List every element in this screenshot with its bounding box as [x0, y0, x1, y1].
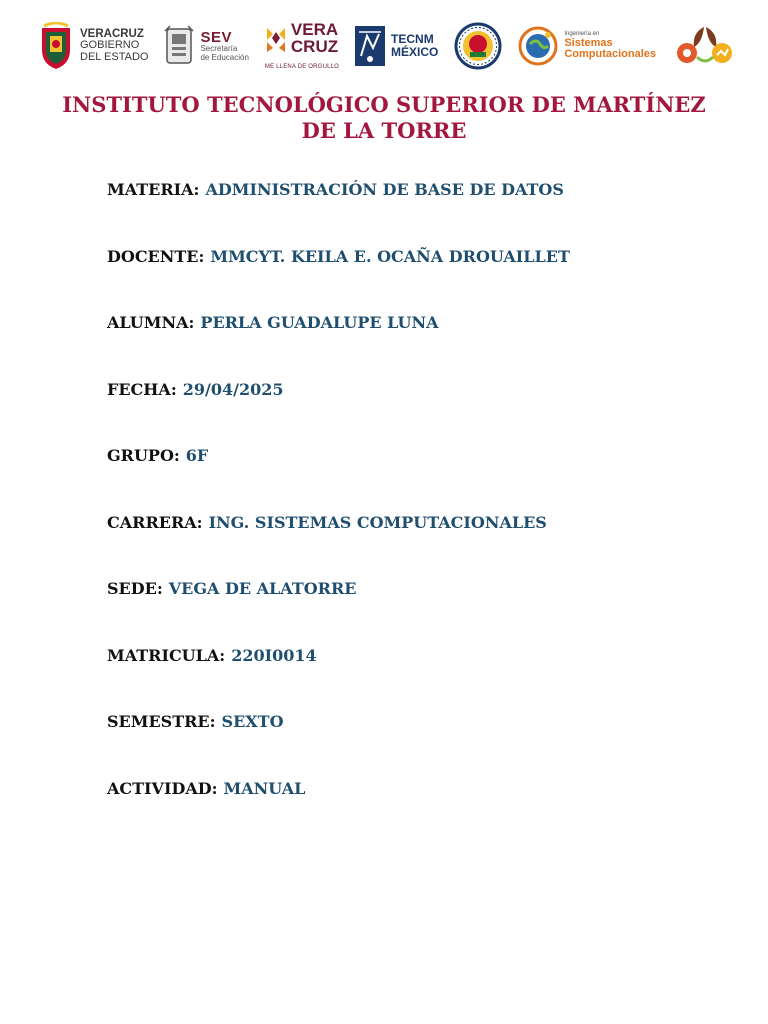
field-label: SEDE: [107, 579, 163, 598]
field-carrera [107, 513, 570, 580]
field-label: MATERIA: [107, 180, 200, 199]
tecnm-emblem-icon [355, 26, 385, 66]
isc-logo [518, 26, 656, 66]
extra-logo [672, 23, 738, 69]
field-label: MATRICULA: [107, 645, 226, 665]
field-alumna [107, 313, 570, 380]
field-fecha [107, 380, 570, 447]
sev-line-1: Secretaría [200, 44, 238, 54]
tecnm-line-2: MÉXICO [391, 45, 439, 59]
isc-globe-icon [518, 26, 558, 66]
institution-title: INSTITUTO TECNOLÓGICO SUPERIOR DE MARTÍNEZ DE LA TORRE [62, 92, 706, 143]
field-sede [107, 579, 570, 646]
field-label: DOCENTE: [107, 246, 205, 266]
field-materia [107, 180, 570, 247]
field-matricula [107, 646, 570, 713]
sev-name: SEV [200, 28, 232, 46]
field-value: MMCYT. KEILA E. OCAÑA DROUAILLET [210, 246, 570, 266]
field-value: ADMINISTRACIÓN DE BASE DE DATOS [205, 180, 564, 199]
veracruz-tagline: ME LLENA DE ORGULLO [264, 63, 340, 70]
field-label: SEMESTRE: [107, 712, 216, 731]
sev-logo [164, 25, 248, 67]
veracruz-line-2: GOBIERNO [80, 39, 140, 52]
field-label: ALUMNA: [107, 313, 195, 332]
gear-leaf-logo-icon [672, 23, 738, 69]
isc-line-2: Sistemas [564, 36, 613, 49]
field-label: CARRERA: [107, 512, 203, 532]
field-value: MANUAL [223, 778, 306, 798]
sev-emblem-icon [164, 25, 194, 67]
state-coat-of-arms-icon [38, 22, 74, 70]
cover-fields [107, 180, 570, 845]
veracruz-pattern-icon [265, 26, 287, 52]
logo-strip [38, 14, 738, 78]
tecnm-logo [355, 26, 438, 66]
isc-line-3: Computacionales [564, 48, 656, 61]
field-value: SEXTO [221, 712, 284, 731]
field-label: ACTIVIDAD: [107, 778, 218, 798]
veracruz-government-logo [38, 22, 148, 70]
tecnm-line-1: TECNM [391, 32, 434, 47]
veracruz-brand-logo [265, 22, 339, 69]
field-actividad [107, 779, 570, 846]
field-semestre [107, 712, 570, 779]
field-grupo [107, 446, 570, 513]
field-label: GRUPO: [107, 446, 180, 465]
isc-line-1: Ingeniería en [564, 31, 600, 38]
field-value: PERLA GUADALUPE LUNA [200, 313, 439, 332]
instituto-logo [454, 22, 502, 70]
instituto-seal-icon [454, 22, 502, 70]
field-value: 29/04/2025 [182, 379, 284, 399]
veracruz-line-1: VERACRUZ [80, 28, 144, 41]
field-value: 6F [185, 446, 209, 465]
field-value: 220I0014 [231, 645, 317, 665]
veracruz-line-3: DEL ESTADO [80, 51, 149, 64]
field-value: VEGA DE ALATORRE [168, 579, 357, 598]
veracruz-word-2: CRUZ [290, 36, 339, 56]
field-docente [107, 247, 570, 314]
veracruz-word-1: VERA [290, 20, 339, 40]
field-value: ING. SISTEMAS COMPUTACIONALES [208, 512, 547, 532]
field-label: FECHA: [107, 379, 177, 399]
sev-line-2: de Educación [200, 52, 249, 62]
